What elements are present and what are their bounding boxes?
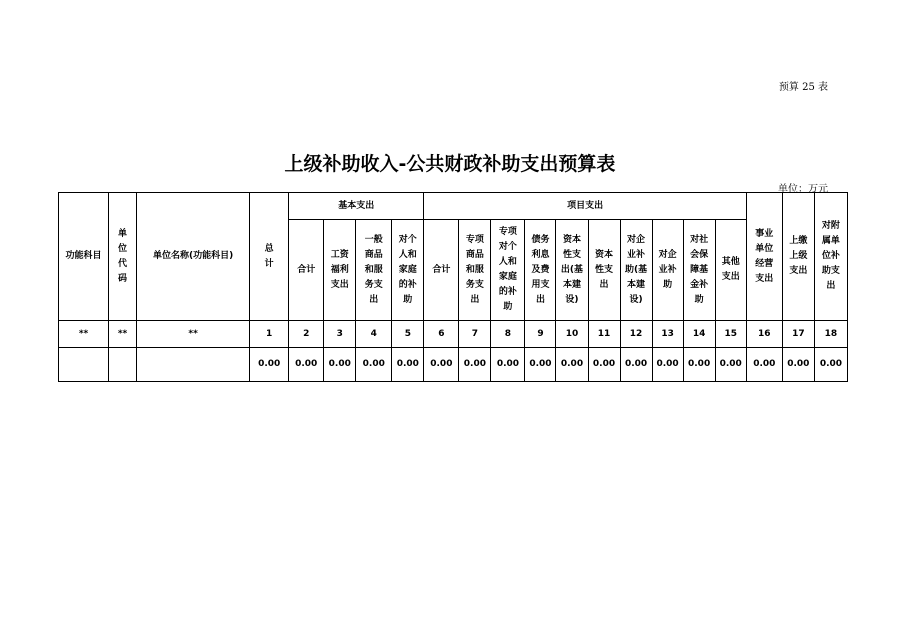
header-unit-code: 单位代码	[109, 193, 137, 321]
header-personal: 对个人和家庭的补助	[392, 220, 424, 321]
unit-label: 单位：万元	[778, 184, 828, 195]
code-cell: 17	[782, 321, 814, 348]
data-cell	[59, 348, 109, 382]
data-cell: 0.00	[392, 348, 424, 382]
header-total: 总计	[250, 193, 289, 321]
header-capital-build: 资本性支出(基本建设)	[556, 220, 588, 321]
code-cell: **	[59, 321, 109, 348]
table-row	[59, 348, 848, 382]
header-project: 项目支出	[424, 193, 746, 220]
data-cell: 0.00	[491, 348, 525, 382]
code-cell: 2	[289, 321, 324, 348]
data-cell: 0.00	[525, 348, 556, 382]
code-cell: **	[109, 321, 137, 348]
data-cell	[109, 348, 137, 382]
code-cell: **	[137, 321, 250, 348]
header-proj-total: 合计	[424, 220, 459, 321]
data-cell: 0.00	[556, 348, 588, 382]
header-capital: 资本性支出	[588, 220, 620, 321]
header-basic: 基本支出	[289, 193, 424, 220]
data-cell: 0.00	[746, 348, 782, 382]
header-business: 事业单位经营支出	[746, 193, 782, 321]
code-cell: 7	[459, 321, 491, 348]
header-wage: 工资福利支出	[324, 220, 356, 321]
data-cell: 0.00	[289, 348, 324, 382]
data-cell: 0.00	[424, 348, 459, 382]
code-cell: 12	[620, 321, 652, 348]
header-enterprise: 对企业补助	[652, 220, 683, 321]
code-cell: 1	[250, 321, 289, 348]
header-other: 其他支出	[715, 220, 746, 321]
code-cell: 9	[525, 321, 556, 348]
budget-table	[58, 192, 848, 382]
code-cell: 8	[491, 321, 525, 348]
data-cell: 0.00	[588, 348, 620, 382]
header-unit-name: 单位名称(功能科目)	[137, 193, 250, 321]
data-cell: 0.00	[250, 348, 289, 382]
data-cell: 0.00	[324, 348, 356, 382]
code-cell: 6	[424, 321, 459, 348]
code-cell: 5	[392, 321, 424, 348]
header-social: 对社会保障基金补助	[683, 220, 715, 321]
page-title: 上级补助收入-公共财政补助支出预算表	[284, 153, 616, 175]
header-remit: 上缴上级支出	[782, 193, 814, 321]
data-cell: 0.00	[683, 348, 715, 382]
header-basic-total: 合计	[289, 220, 324, 321]
code-row	[59, 321, 848, 348]
data-cell: 0.00	[814, 348, 847, 382]
data-cell: 0.00	[715, 348, 746, 382]
code-cell: 4	[356, 321, 392, 348]
data-cell: 0.00	[620, 348, 652, 382]
table-number: 预算 25 表	[778, 82, 828, 93]
header-special-personal: 专项对个人和家庭的补助	[491, 220, 525, 321]
code-cell: 15	[715, 321, 746, 348]
header-goods: 一般商品和服务支出	[356, 220, 392, 321]
code-cell: 13	[652, 321, 683, 348]
header-affiliate: 对附属单位补助支出	[814, 193, 847, 321]
header-enterprise-build: 对企业补助(基本建设)	[620, 220, 652, 321]
data-cell: 0.00	[459, 348, 491, 382]
code-cell: 18	[814, 321, 847, 348]
data-cell: 0.00	[356, 348, 392, 382]
header-debt: 债务利息及费用支出	[525, 220, 556, 321]
data-cell: 0.00	[782, 348, 814, 382]
data-cell: 0.00	[652, 348, 683, 382]
code-cell: 10	[556, 321, 588, 348]
header-func-subject: 功能科目	[59, 193, 109, 321]
data-cell	[137, 348, 250, 382]
header-special-goods: 专项商品和服务支出	[459, 220, 491, 321]
code-cell: 14	[683, 321, 715, 348]
code-cell: 11	[588, 321, 620, 348]
code-cell: 16	[746, 321, 782, 348]
code-cell: 3	[324, 321, 356, 348]
